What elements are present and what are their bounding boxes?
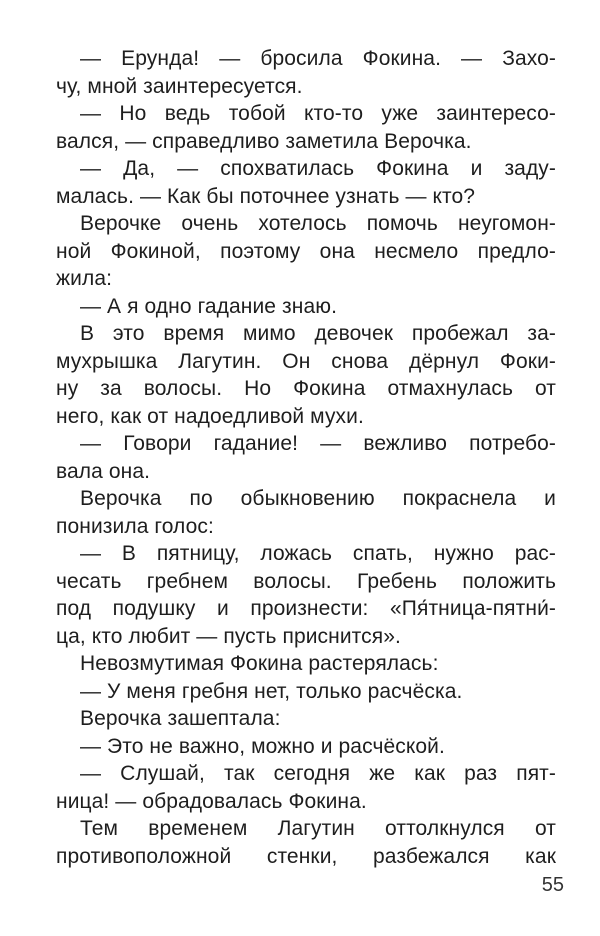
page-number: 55 [541,874,564,896]
text-line: — Ерунда! — бросила Фокина. — Захо- [80,47,556,70]
text-line: понизила голос: [56,514,214,538]
text-line: ца, кто любит — пусть приснится». [56,624,401,648]
text-line: ница! — обрадовалась Фокина. [56,789,367,813]
text-line: него, как от надоедливой мухи. [56,404,364,428]
text-line: под подушку и произнести: «Пя́тница-пятни́- [56,597,556,620]
text-line: Невозмутимая Фокина растерялась: [80,652,439,675]
text-line: чесать гребнем волосы. Гребень положить [56,569,556,593]
text-line: малась. — Как бы поточнее узнать — кто? [56,184,476,208]
text-line: жила: [56,267,113,290]
text-line: В это время мимо девочек пробежал за- [80,322,556,345]
text-line: ной Фокиной, поэтому она несмело предло- [56,239,556,263]
text-line: — Говори гадание! — вежливо потребо- [80,432,556,455]
text-line: ну за волосы. Но Фокина отмахнулась от [56,377,556,400]
text-line: — Слушай, так сегодня же как раз пят- [80,762,556,785]
text-line: вался, — справедливо заметила Верочка. [56,129,472,153]
text-line: — Но ведь тобой кто-то уже заинтересо- [80,102,556,125]
text-line: — А я одно гадание знаю. [80,294,338,318]
text-line: — У меня гребня нет, только расчёска. [80,679,463,703]
text-line: — Это не важно, можно и расчёской. [80,734,445,758]
text-line: чу, мной заинтересуется. [56,74,303,98]
text-line: — В пятницу, ложась спать, нужно рас- [80,542,556,565]
text-line: мухрышка Лагутин. Он снова дёрнул Фоки- [56,349,556,373]
text-line: Верочка зашептала: [80,707,281,730]
text-line: Тем временем Лагутин оттолкнулся от [80,817,556,840]
text-line: противоположной стенки, разбежался как [56,844,556,868]
text-line: Верочке очень хотелось помочь неугомон- [80,212,556,235]
body-text [56,45,556,870]
text-line: Верочка по обыкновению покраснела и [80,487,556,510]
text-line: вала она. [56,459,151,483]
text-line: — Да, — спохватилась Фокина и заду- [80,157,556,180]
